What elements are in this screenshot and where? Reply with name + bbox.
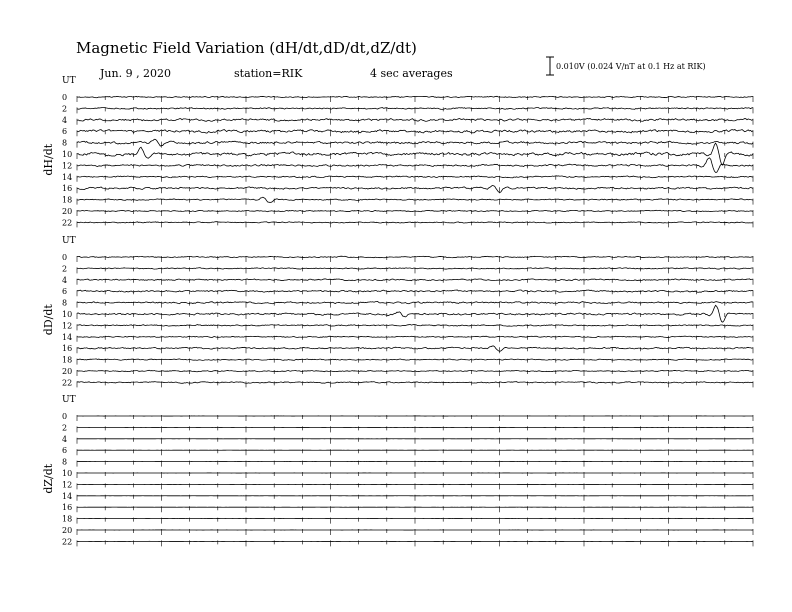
panel-dD bbox=[42, 236, 753, 387]
panel-ylabel: dH/dt bbox=[42, 143, 55, 176]
row-label: 22 bbox=[62, 537, 73, 547]
row-label: 2 bbox=[62, 264, 68, 274]
row-label: 14 bbox=[62, 172, 73, 182]
figure-title: Magnetic Field Variation (dH/dt,dD/dt,dZ/dt) bbox=[76, 39, 417, 57]
row-label: 4 bbox=[62, 434, 68, 444]
row-label: 4 bbox=[62, 115, 68, 125]
row-label: 8 bbox=[62, 457, 68, 467]
row-label: 0 bbox=[62, 253, 68, 262]
row-label: 16 bbox=[62, 503, 73, 513]
row-label: 6 bbox=[62, 127, 68, 137]
row-label: 14 bbox=[62, 332, 73, 342]
row-label: 8 bbox=[62, 298, 68, 308]
row-label: 16 bbox=[62, 344, 73, 354]
panel-ylabel: dD/dt bbox=[42, 304, 55, 336]
row-label: 20 bbox=[62, 526, 73, 535]
date-label: Jun. 9 , 2020 bbox=[100, 67, 172, 80]
row-label: 10 bbox=[62, 150, 73, 159]
row-label: 16 bbox=[62, 184, 73, 194]
row-label: 22 bbox=[62, 218, 73, 228]
row-label: 14 bbox=[62, 491, 73, 501]
row-label: 2 bbox=[62, 423, 68, 433]
scale-note: 0.010V (0.024 V/nT at 0.1 Hz at RIK) bbox=[556, 62, 706, 71]
panels bbox=[42, 76, 753, 546]
row-label: 4 bbox=[62, 275, 68, 285]
row-label: 8 bbox=[62, 138, 68, 148]
row-label: 18 bbox=[62, 195, 73, 205]
row-label: 10 bbox=[62, 469, 73, 478]
scale-bar-icon bbox=[546, 57, 554, 75]
row-label: 18 bbox=[62, 355, 73, 365]
averaging-label: 4 sec averages bbox=[370, 67, 453, 80]
panel-dZ bbox=[42, 395, 753, 546]
panel-dH bbox=[42, 76, 753, 227]
row-label: 20 bbox=[62, 367, 73, 376]
row-label: 12 bbox=[62, 321, 73, 331]
row-label: 10 bbox=[62, 310, 73, 319]
ut-label: UT bbox=[62, 395, 76, 405]
row-label: 6 bbox=[62, 287, 68, 297]
row-label: 0 bbox=[62, 93, 68, 102]
row-label: 12 bbox=[62, 161, 73, 171]
panel-ylabel: dZ/dt bbox=[42, 463, 55, 494]
row-label: 2 bbox=[62, 104, 68, 114]
station-label: station=RIK bbox=[234, 67, 303, 80]
row-label: 0 bbox=[62, 412, 68, 421]
ut-label: UT bbox=[62, 236, 76, 246]
row-label: 22 bbox=[62, 378, 73, 388]
row-label: 18 bbox=[62, 514, 73, 524]
row-label: 12 bbox=[62, 480, 73, 490]
trace-line bbox=[77, 305, 753, 322]
row-label: 20 bbox=[62, 207, 73, 216]
row-label: 6 bbox=[62, 446, 68, 456]
ut-label: UT bbox=[62, 76, 76, 86]
